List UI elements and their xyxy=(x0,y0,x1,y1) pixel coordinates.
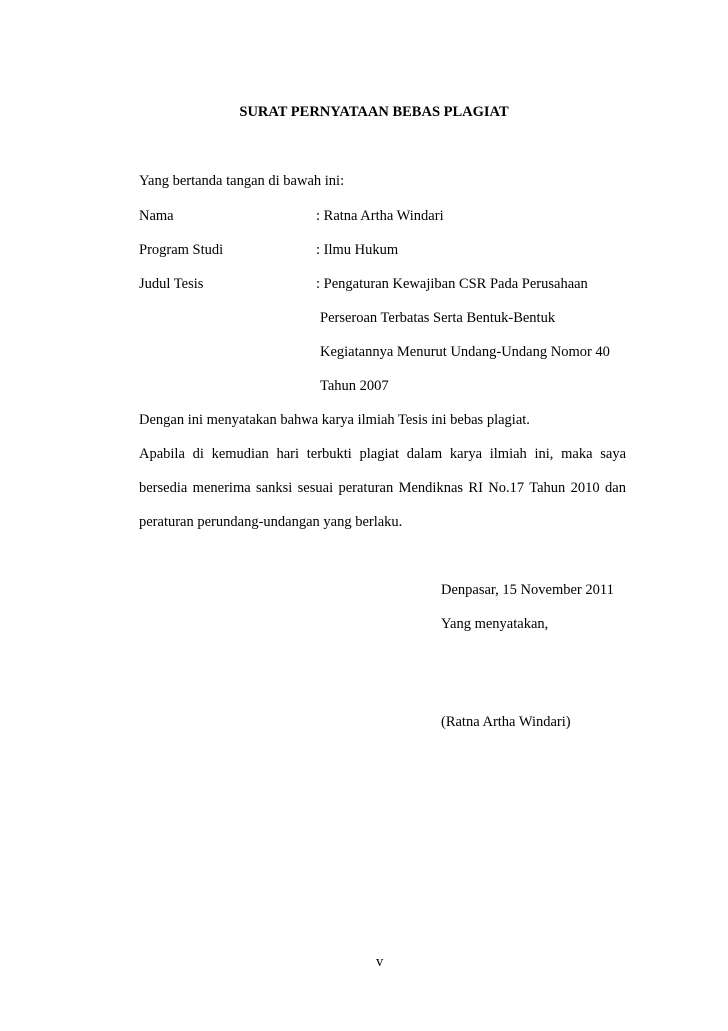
study-program-label: Program Studi xyxy=(139,242,224,258)
statement-text: Dengan ini menyatakan bahwa karya ilmiah Tesis ini bebas plagiat. xyxy=(139,412,530,428)
paragraph-line-1: Apabila di kemudian hari terbukti plagiat dalam karya ilmiah ini, maka saya xyxy=(139,446,626,462)
thesis-title-line-4: Tahun 2007 xyxy=(320,378,389,394)
signature-declarant-label: Yang menyatakan, xyxy=(441,616,549,632)
thesis-title-value: : Pengaturan Kewajiban CSR Pada Perusahaan xyxy=(316,276,588,292)
thesis-title-label: Judul Tesis xyxy=(139,276,204,292)
paragraph-line-3: peraturan perundang-undangan yang berlaku. xyxy=(139,514,403,530)
name-label: Nama xyxy=(139,208,174,224)
signature-place-date: Denpasar, 15 November 2011 xyxy=(441,582,614,598)
name-value: : Ratna Artha Windari xyxy=(316,208,444,224)
signature-name: (Ratna Artha Windari) xyxy=(441,714,571,730)
paragraph-line-2: bersedia menerima sanksi sesuai peraturan Mendiknas RI No.17 Tahun 2010 dan xyxy=(139,480,626,496)
page-number: v xyxy=(376,954,384,970)
intro-text: Yang bertanda tangan di bawah ini: xyxy=(139,173,345,189)
document-title: SURAT PERNYATAAN BEBAS PLAGIAT xyxy=(239,104,509,120)
thesis-title-line-3: Kegiatannya Menurut Undang-Undang Nomor 40 xyxy=(320,344,610,360)
thesis-title-line-2: Perseroan Terbatas Serta Bentuk-Bentuk xyxy=(320,310,556,326)
study-program-value: : Ilmu Hukum xyxy=(316,242,399,258)
